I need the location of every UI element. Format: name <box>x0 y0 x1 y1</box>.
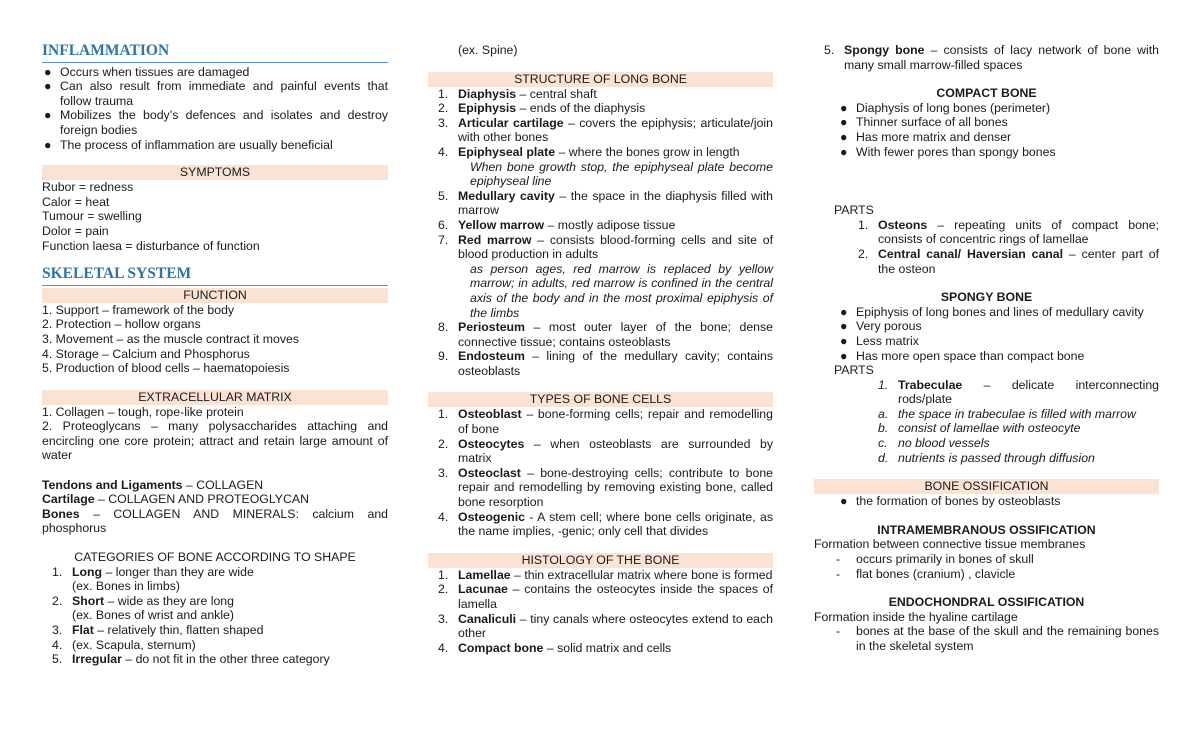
symptom-item: Calor = heat <box>42 194 110 209</box>
list-item: a. the space in trabeculae is filled with marrow <box>878 406 1136 421</box>
inflammation-list <box>42 65 388 153</box>
ossification-list <box>814 494 1159 509</box>
intra-desc: Formation between connective tissue membranes <box>814 537 1086 552</box>
list-item: 5. Medullary cavity – the space in the diaphysis filled with marrow <box>438 188 773 218</box>
list-item: ● Diaphysis of long bones (perimeter) <box>840 100 1051 115</box>
column-left <box>42 0 388 667</box>
list-item: 1. Osteoblast – bone-forming cells; repair and remodelling of bone <box>438 407 773 437</box>
cells-heading: TYPES OF BONE CELLS <box>428 392 773 407</box>
list-item: ● Mobilizes the body’s defences and isolates and destroy foreign bodies <box>44 108 388 137</box>
list-item: 8. Periosteum – most outer layer of the bone; dense connective tissue; contains osteoblasts <box>438 320 773 349</box>
ecm-item: 1. Collagen – tough, rope-like protein <box>42 404 244 419</box>
symptom-item: Function laesa = disturbance of function <box>42 238 260 253</box>
function-list <box>42 303 388 376</box>
spongy-list <box>814 305 1159 363</box>
histology-list <box>428 568 773 656</box>
function-item: 1. Support – framework of the body <box>42 302 235 317</box>
spongy-heading: SPONGY BONE <box>940 290 1033 305</box>
function-item: 3. Movement – as the muscle contract it moves <box>42 331 299 346</box>
inflammation-heading: INFLAMMATION <box>42 44 388 63</box>
list-item: 2. Central canal/ Haversian canal – center part of the osteon <box>858 246 1159 276</box>
function-item: 4. Storage – Calcium and Phosphorus <box>42 346 250 361</box>
list-item: 3. Flat – relatively thin, flatten shaped <box>52 623 264 637</box>
list-item: 5. Spongy bone – consists of lacy network of bone with many small marrow-filled spaces <box>824 43 1159 72</box>
structure-note: as person ages, red marrow is replaced by yellow marrow; in adults, red marrow is confined in the central axis of the body and in the most proximal epiphysis of the limbs <box>470 261 773 320</box>
list-item: - flat bones (cranium) , clavicle <box>836 566 1016 581</box>
list-item: 1. Diaphysis – central shaft <box>438 86 597 101</box>
compact-parts-list <box>814 218 1159 276</box>
list-item: - occurs primarily in bones of skull <box>836 552 1034 567</box>
tissue-item: Cartilage – COLLAGEN AND PROTEOGLYCAN <box>42 492 309 507</box>
categories-list <box>42 565 388 667</box>
list-item: ● the formation of bones by osteoblasts <box>840 494 1061 509</box>
list-item: 3. Osteoclast – bone-destroying cells; contribute to bone repair and remodelling by removing existing bone, called bone resorption <box>438 465 773 510</box>
list-item: ● Thinner surface of all bones <box>840 115 1008 130</box>
structure-note: When bone growth stop, the epiphyseal plate become epiphyseal line <box>470 159 773 189</box>
symptom-item: Tumour = swelling <box>42 209 142 224</box>
list-item: 4. (ex. Scapula, sternum) <box>52 637 196 652</box>
tissue-item: Bones – COLLAGEN AND MINERALS: calcium and phosphorus <box>42 506 388 536</box>
intra-heading: INTRAMEMBRANOUS OSSIFICATION <box>877 522 1096 537</box>
symptom-item: Rubor = redness <box>42 180 134 195</box>
skeletal-heading: SKELETAL SYSTEM <box>42 267 388 286</box>
symptoms-heading: SYMPTOMS <box>42 165 388 180</box>
list-item: 2. Lacunae – contains the osteocytes inside the spaces of lamella <box>438 582 773 611</box>
list-item: d. nutrients is passed through diffusion <box>878 450 1095 465</box>
list-item: 9. Endosteum – lining of the medullary cavity; contains osteoblasts <box>438 349 773 378</box>
list-item: 3. Articular cartilage – covers the epiphysis; articulate/join with other bones <box>438 115 773 145</box>
ossification-heading: BONE OSSIFICATION <box>814 479 1159 494</box>
list-item: ● Can also result from immediate and painful events that follow trauma <box>44 79 388 108</box>
list-item: b. consist of lamellae with osteocyte <box>878 421 1081 436</box>
list-item: ● Occurs when tissues are damaged <box>44 64 250 79</box>
function-item: 2. Protection – hollow organs <box>42 317 201 332</box>
list-item: 2. Short – wide as they are long (ex. Bones of wrist and ankle) <box>52 593 234 623</box>
function-item: 5. Production of blood cells – haematopoiesis <box>42 361 290 376</box>
tissue-item: Tendons and Ligaments – COLLAGEN <box>42 477 264 492</box>
list-item: ● The process of inflammation are usually beneficial <box>44 137 333 152</box>
parts-label: PARTS <box>834 363 874 378</box>
endo-heading: ENDOCHONDRAL OSSIFICATION <box>888 595 1085 610</box>
list-item: 7. Red marrow – consists blood-forming cells and site of blood production in adults <box>438 232 773 262</box>
list-item: 5. Irregular – do not fit in the other three category <box>52 652 330 667</box>
list-item: 1. Osteons – repeating units of compact bone; consists of concentric rings of lamellae <box>858 217 1159 247</box>
list-item: 4. Compact bone – solid matrix and cells <box>438 640 672 655</box>
list-item: 4. Osteogenic - A stem cell; where bone cells originate, as the name implies, -genic; only cell that divides <box>438 509 773 539</box>
list-item: ● Has more open space than compact bone <box>840 348 1085 363</box>
list-item: 1. Lamellae – thin extracellular matrix where bone is formed <box>438 567 773 582</box>
structure-heading: STRUCTURE OF LONG BONE <box>428 72 773 87</box>
list-item: 1. Trabeculae – delicate interconnecting rods/plate <box>878 377 1159 407</box>
compact-list <box>814 101 1159 159</box>
symptoms-list <box>42 180 388 253</box>
compact-heading: COMPACT BONE <box>936 86 1037 101</box>
parts-label: PARTS <box>834 203 874 218</box>
ecm-item: 2. Proteoglycans – many polysaccharides attaching and encircling one core protein; attract and retain large amount of water <box>42 419 388 463</box>
list-item: ● With fewer pores than spongy bones <box>840 144 1056 159</box>
list-item: ● Has more matrix and denser <box>840 129 1012 144</box>
column-right <box>814 0 1159 654</box>
categories-heading: CATEGORIES OF BONE ACCORDING TO SHAPE <box>74 550 356 565</box>
spine-note: (ex. Spine) <box>458 43 518 57</box>
list-item: ● Very porous <box>840 319 922 334</box>
list-item: - bones at the base of the skull and the remaining bones in the skeletal system <box>836 624 1159 653</box>
column-middle <box>428 0 773 655</box>
ecm-heading: EXTRACELLULAR MATRIX <box>42 390 388 405</box>
histology-heading: HISTOLOGY OF THE BONE <box>428 553 773 568</box>
function-heading: FUNCTION <box>42 288 388 303</box>
list-item: 1. Long – longer than they are wide (ex. Bones in limbs) <box>52 564 254 594</box>
list-item: 3. Canaliculi – tiny canals where osteocytes extend to each other <box>438 611 773 641</box>
list-item: 4. Epiphyseal plate – where the bones grow in length <box>438 144 740 159</box>
cells-list <box>428 407 773 538</box>
endo-list <box>814 624 1159 653</box>
intra-list <box>814 552 1159 581</box>
endo-desc: Formation inside the hyaline cartilage <box>814 609 1018 624</box>
list-item: 6. Yellow marrow – mostly adipose tissue <box>438 217 676 232</box>
list-item: ● Less matrix <box>840 333 919 348</box>
list-item: ● Epiphysis of long bones and lines of medullary cavity <box>840 304 1144 319</box>
symptom-item: Dolor = pain <box>42 223 109 238</box>
list-item: c. no blood vessels <box>878 436 990 451</box>
structure-list <box>428 87 773 379</box>
list-item: 2. Epiphysis – ends of the diaphysis <box>438 101 646 116</box>
list-item: 2. Osteocytes – when osteoblasts are surrounded by matrix <box>438 436 773 466</box>
